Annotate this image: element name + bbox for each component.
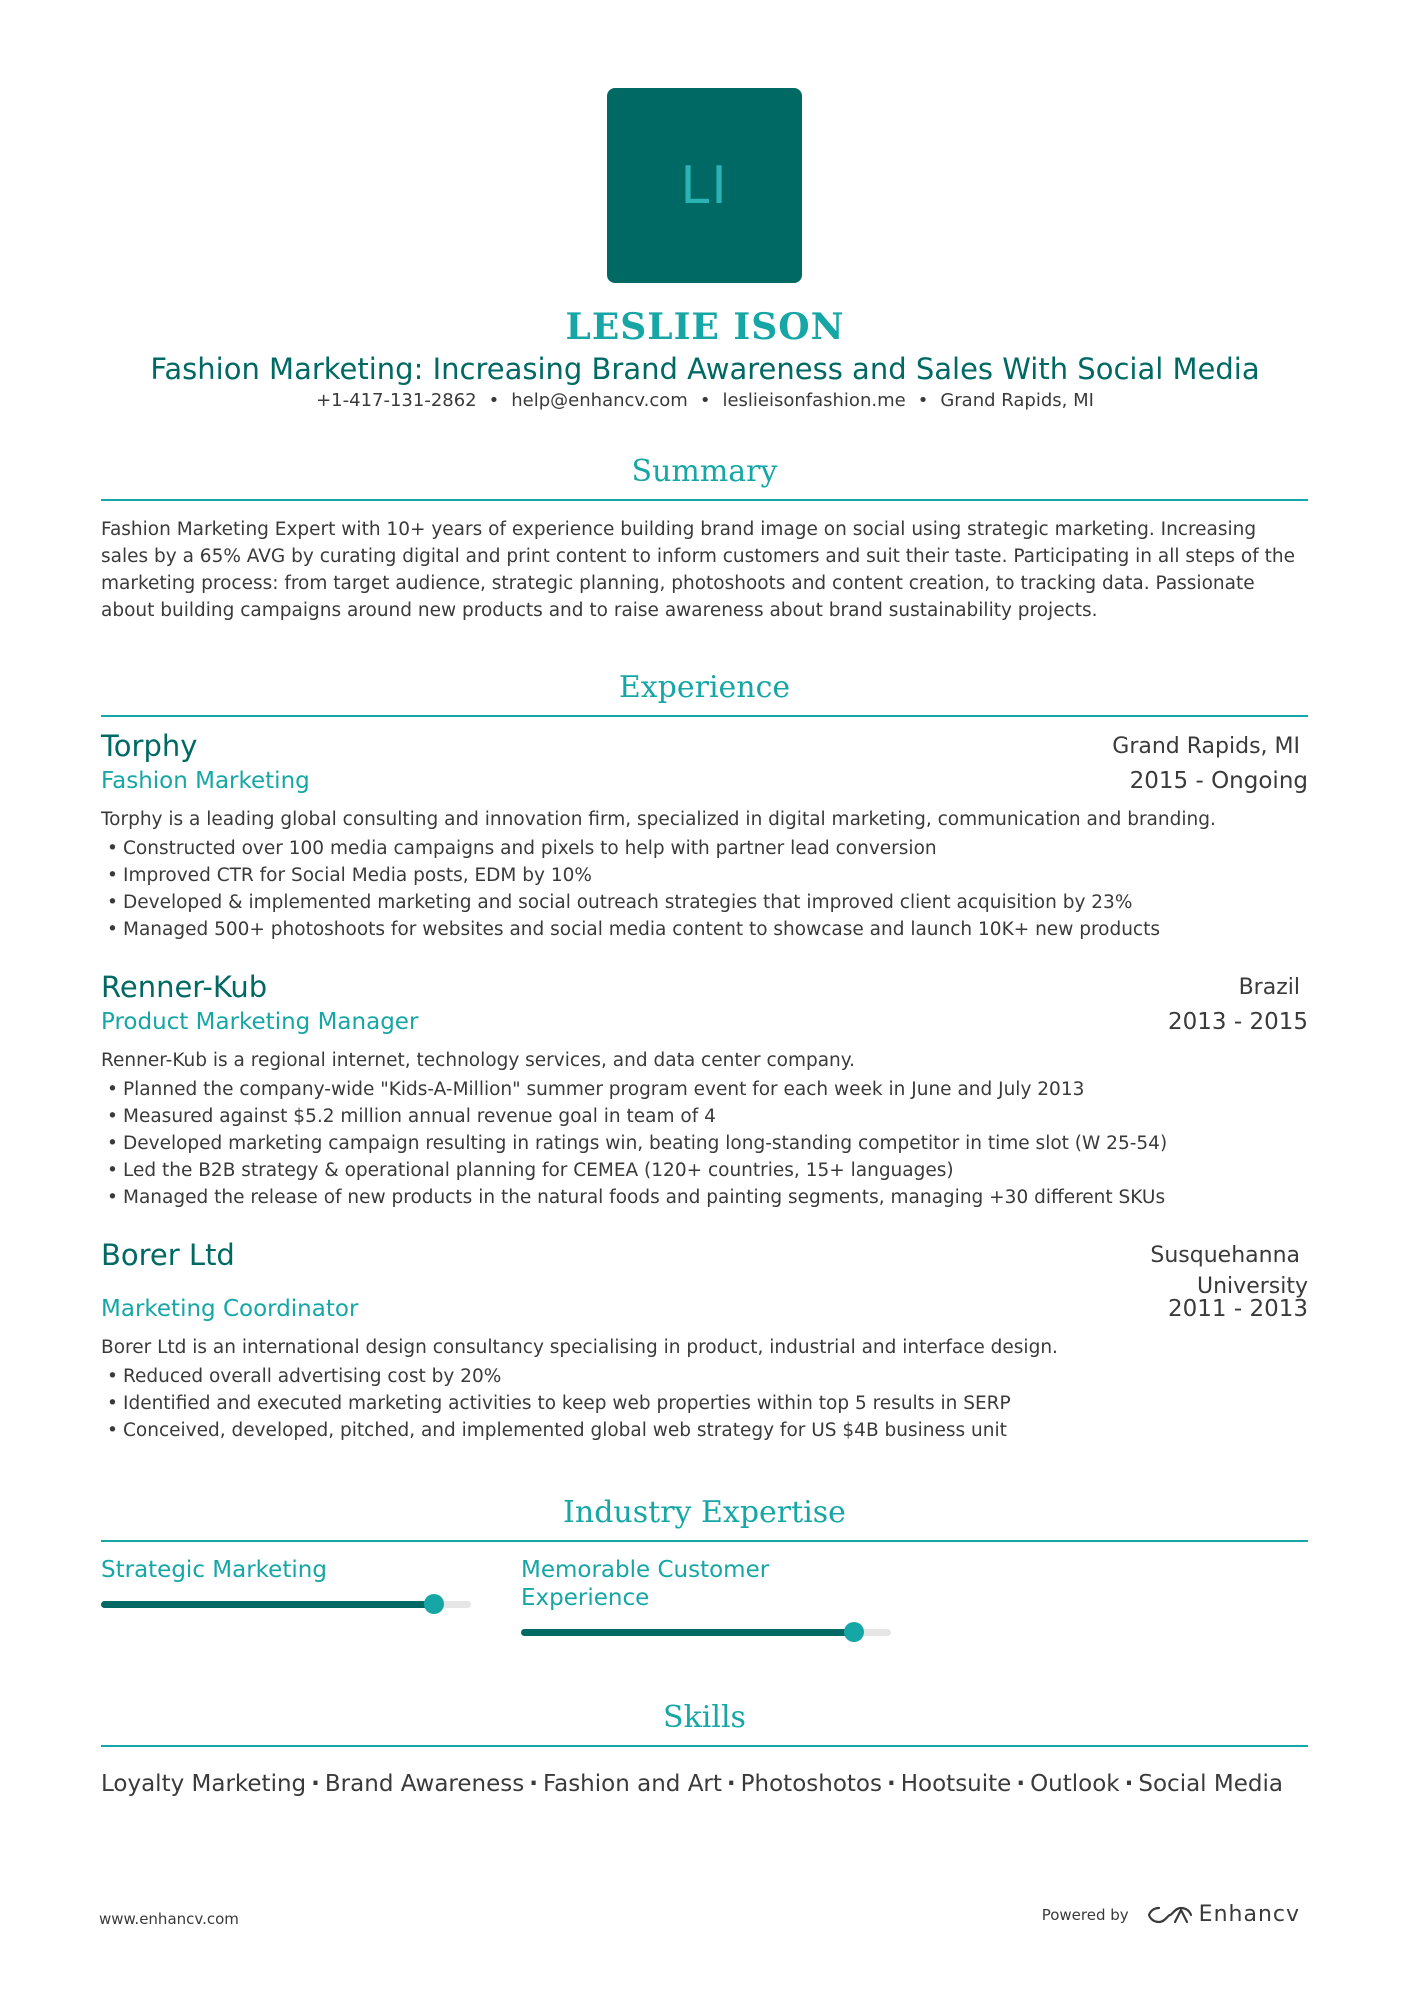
list-item: • Reduced overall advertising cost by 20% xyxy=(101,1363,1308,1390)
list-item: • Developed & implemented marketing and social outreach strategies that improved client acquisition by 23% xyxy=(101,889,1308,916)
list-item: • Improved CTR for Social Media posts, EDM by 10% xyxy=(101,862,1308,889)
expertise-label-line: Experience xyxy=(521,1585,650,1611)
job-dates: 2013 - 2015 xyxy=(1168,1009,1308,1035)
job-bullets xyxy=(101,1363,1308,1444)
expertise-bar-knob xyxy=(424,1594,444,1614)
experience-divider xyxy=(101,715,1308,717)
job-location xyxy=(1150,1240,1308,1302)
footer-branding[interactable] xyxy=(1042,1902,1300,1927)
list-item: • Managed 500+ photoshoots for websites and social media content to showcase and launch 10K+ new products xyxy=(101,916,1308,943)
job-location: Brazil xyxy=(1238,975,1300,1000)
list-item: • Identified and executed marketing activities to keep web properties within top 5 results in SERP xyxy=(101,1390,1308,1417)
summary-divider xyxy=(101,499,1308,501)
expertise-item xyxy=(101,1556,471,1584)
experience-title: Experience xyxy=(618,670,791,705)
expertise-title: Industry Expertise xyxy=(563,1495,846,1530)
skill-tag: Photoshotos xyxy=(740,1771,882,1797)
list-item: • Constructed over 100 media campaigns and pixels to help with partner lead conversion xyxy=(101,835,1308,862)
avatar-initials: LI xyxy=(680,155,729,216)
location: Grand Rapids, MI xyxy=(940,390,1094,411)
job-company: Borer Ltd xyxy=(101,1238,235,1272)
skill-separator: · xyxy=(1124,1771,1134,1797)
expertise-label-line: Memorable Customer xyxy=(521,1557,770,1583)
avatar xyxy=(607,88,802,283)
expertise-label: Strategic Marketing xyxy=(101,1557,327,1583)
contact-line xyxy=(0,390,1410,411)
job-bullets xyxy=(101,1076,1308,1211)
list-item: • Measured against $5.2 million annual revenue goal in team of 4 xyxy=(101,1103,1308,1130)
skill-tag: Social Media xyxy=(1138,1771,1283,1797)
powered-by-label: Powered by xyxy=(1041,1905,1129,1924)
job-role: Fashion Marketing xyxy=(101,768,310,794)
job-location: Grand Rapids, MI xyxy=(1112,734,1300,759)
job-dates: 2011 - 2013 xyxy=(1168,1296,1308,1322)
job-dates: 2015 - Ongoing xyxy=(1129,768,1308,794)
separator-dot: • xyxy=(917,390,929,411)
skill-separator: · xyxy=(886,1771,896,1797)
skill-tag: Outlook xyxy=(1030,1771,1120,1797)
list-item: • Developed marketing campaign resulting in ratings win, beating long-standing competitor in time slot (W 25-54) xyxy=(101,1130,1308,1157)
skills-list xyxy=(101,1771,1308,1797)
summary-text: Fashion Marketing Expert with 10+ years of experience building brand image on social using strategic marketing. Increasing sales by a 65% AVG by curating digital and print content to inform customers and suit their taste. Participating in all steps of the marketing process: from target audience, strategic planning, photoshoots and content creation, to tracking data. Passionate about building campaigns around new products and to raise awareness about brand sustainability projects. xyxy=(101,519,1295,621)
footer-website-link[interactable]: www.enhancv.com xyxy=(99,1910,239,1928)
skill-separator: · xyxy=(311,1771,320,1797)
expertise-bar-fill xyxy=(521,1629,854,1636)
job-role: Product Marketing Manager xyxy=(101,1009,419,1035)
job-company: Torphy xyxy=(101,729,198,763)
list-item: • Managed the release of new products in the natural foods and painting segments, managing +30 different SKUs xyxy=(101,1184,1308,1211)
job-company: Renner-Kub xyxy=(101,970,268,1004)
list-item: • Conceived, developed, pitched, and implemented global web strategy for US $4B business unit xyxy=(101,1417,1308,1444)
job-description: Borer Ltd is an international design consultancy specialising in product, industrial and interface design. xyxy=(101,1337,1058,1358)
list-item: • Planned the company-wide "Kids-A-Million" summer program event for each week in June and July 2013 xyxy=(101,1076,1308,1103)
job-location-line: Susquehanna xyxy=(1150,1243,1300,1268)
expertise-item xyxy=(521,1556,891,1612)
separator-dot: • xyxy=(699,390,711,411)
candidate-name: LESLIE ISON xyxy=(565,306,845,348)
summary-title: Summary xyxy=(631,454,778,489)
headline: Fashion Marketing: Increasing Brand Awareness and Sales With Social Media xyxy=(150,352,1260,386)
skill-separator: · xyxy=(1016,1771,1026,1797)
expertise-bar-fill xyxy=(101,1601,434,1608)
skills-divider xyxy=(101,1745,1308,1747)
enhancv-wordmark: Enhancv xyxy=(1198,1902,1300,1927)
expertise-bar xyxy=(521,1629,891,1636)
skills-title: Skills xyxy=(663,1700,746,1735)
skill-tag: Loyalty Marketing xyxy=(101,1771,307,1797)
website-link[interactable]: leslieisonfashion.me xyxy=(722,390,906,411)
job-bullets xyxy=(101,835,1308,943)
enhancv-logo-icon xyxy=(1147,1904,1193,1926)
job-description: Renner-Kub is a regional internet, technology services, and data center company. xyxy=(101,1050,855,1071)
expertise-bar-knob xyxy=(844,1622,864,1642)
expertise-label xyxy=(521,1556,891,1612)
separator-dot: • xyxy=(488,390,500,411)
job-description: Torphy is a leading global consulting and innovation firm, specialized in digital marketing, communication and branding. xyxy=(101,809,1216,830)
email-link[interactable]: help@enhancv.com xyxy=(511,390,688,411)
skill-separator: · xyxy=(529,1771,538,1797)
skill-tag: Fashion and Art xyxy=(542,1771,722,1797)
expertise-bar xyxy=(101,1601,471,1608)
list-item: • Led the B2B strategy & operational planning for CEMEA (120+ countries, 15+ languages) xyxy=(101,1157,1308,1184)
enhancv-logo[interactable] xyxy=(1147,1902,1300,1927)
job-role: Marketing Coordinator xyxy=(101,1296,359,1322)
job-location-line: University xyxy=(1197,1274,1308,1299)
skill-tag: Brand Awareness xyxy=(324,1771,525,1797)
skill-tag: Hootsuite xyxy=(900,1771,1012,1797)
phone: +1-417-131-2862 xyxy=(316,390,477,411)
expertise-divider xyxy=(101,1540,1308,1542)
skill-separator: · xyxy=(726,1771,736,1797)
